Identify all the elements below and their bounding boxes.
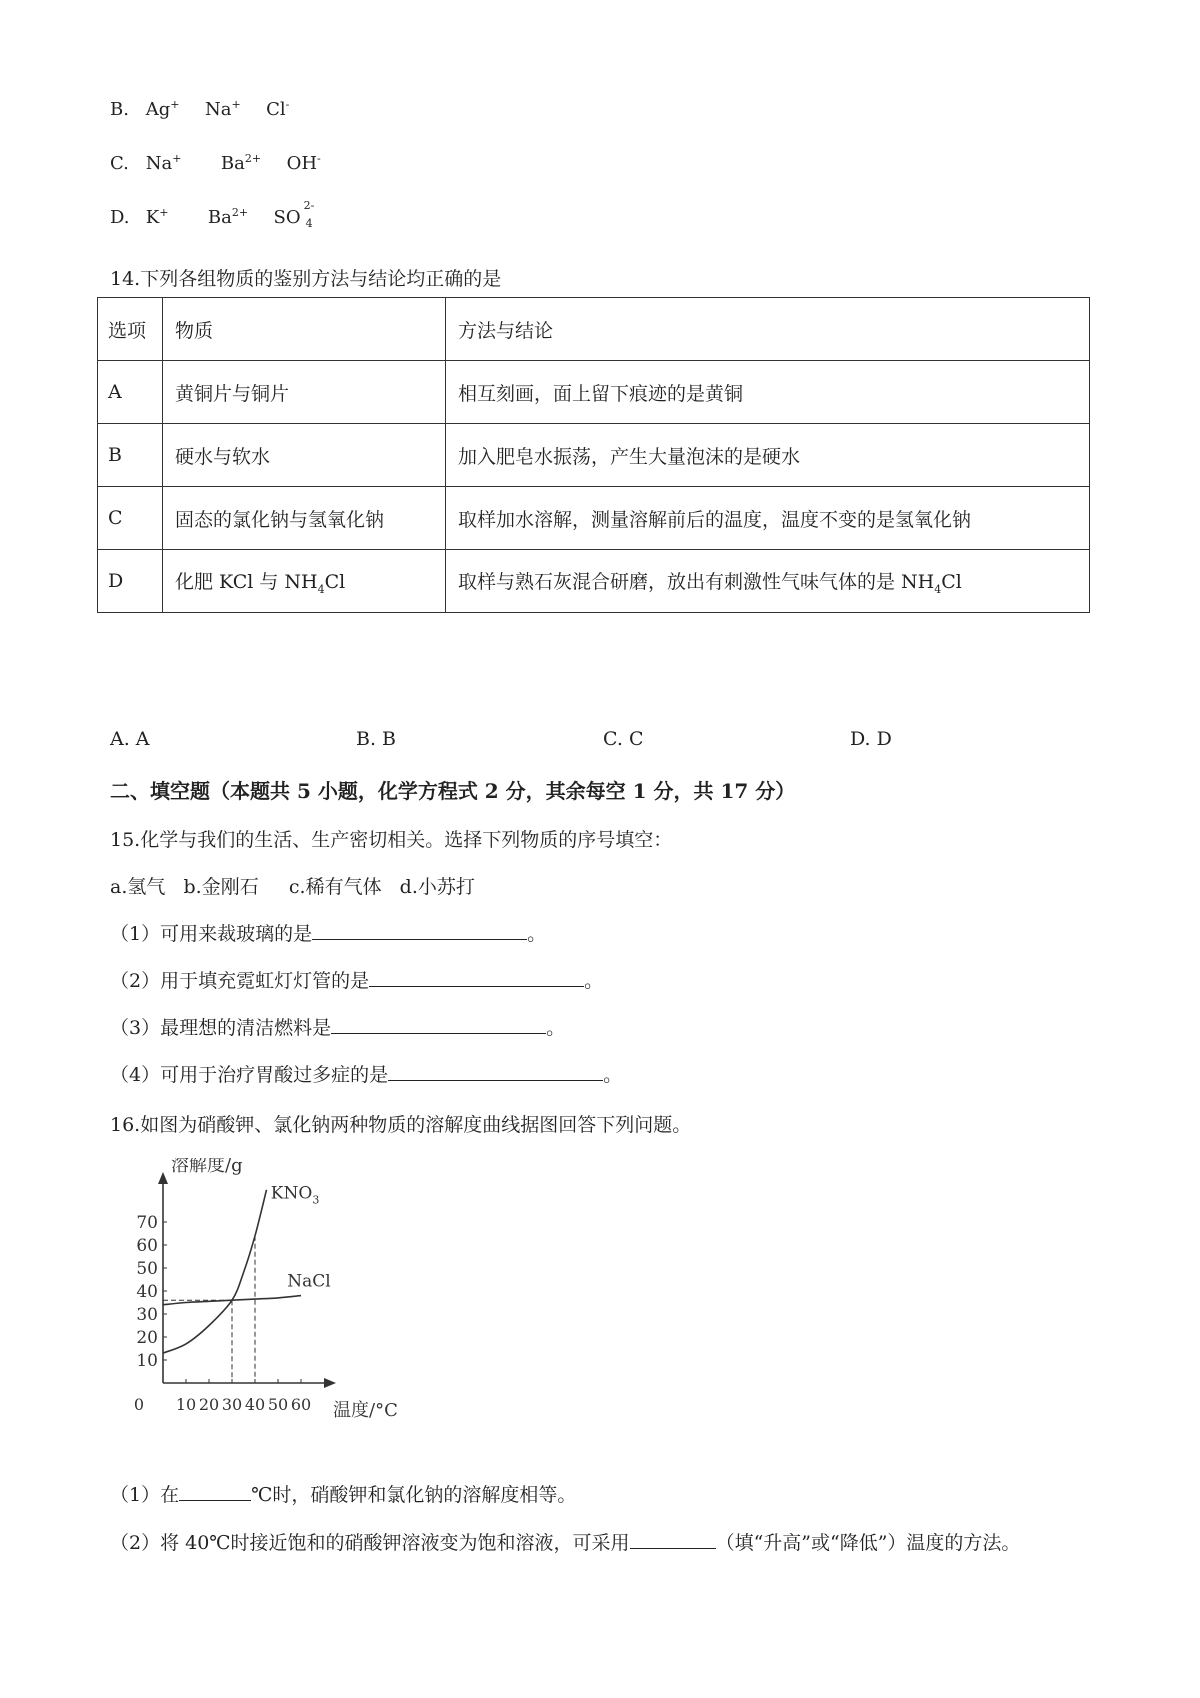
- table-row: [98, 487, 1090, 550]
- answer-blank[interactable]: [179, 1482, 251, 1501]
- section-heading: 二、填空题（本题共 5 小题，化学方程式 2 分，其余每空 1 分，共 17 分）: [110, 779, 796, 803]
- material-cell: 黄铜片与铜片: [163, 361, 446, 424]
- method-cell: 取样与熟石灰混合研磨，放出有刺激性气味气体的是 $NH_4Cl$: [446, 550, 1090, 613]
- method-cell: 取样加水溶解，测量溶解前后的温度，温度不变的是氢氧化钠: [446, 487, 1090, 550]
- q16-item-2: （2）将 40℃时接近饱和的硝酸钾溶液变为饱和溶液，可采用 （填“升高”或“降低”）温度的方法。: [110, 1532, 1021, 1554]
- q16-stem: 16.如图为硝酸钾、氯化钠两种物质的溶解度曲线据图回答下列问题。: [110, 1114, 692, 1136]
- choice-b[interactable]: B. B: [356, 728, 397, 750]
- q15-item-1: （1）可用来裁玻璃的是 。: [110, 923, 547, 945]
- ion: $Ba^{2+}$: [220, 152, 262, 174]
- table-header-row: [98, 298, 1090, 361]
- ion: K+: [145, 206, 169, 228]
- origin-label: 0: [133, 1395, 145, 1414]
- material-cell: 化肥 KCl 与 $NH_4Cl$: [163, 550, 446, 613]
- y-tick-label: 70: [136, 1213, 158, 1233]
- table-row: [98, 550, 1090, 613]
- material-cell: 硬水与软水: [163, 424, 446, 487]
- q14-stem: 14.下列各组物质的鉴别方法与结论均正确的是: [110, 268, 502, 290]
- ion: Cl-: [266, 98, 290, 120]
- x-tick-label: 30: [221, 1395, 243, 1414]
- x-tick-label: 60: [290, 1395, 312, 1414]
- solubility-chart-svg: [118, 1158, 418, 1438]
- q15-item-3: （3）最理想的清洁燃料是 。: [110, 1017, 566, 1039]
- y-tick-label: 50: [136, 1259, 158, 1279]
- answer-blank[interactable]: [388, 1062, 603, 1081]
- answer-blank[interactable]: [312, 921, 527, 940]
- table-row: [98, 361, 1090, 424]
- header-cell: 物质: [163, 298, 446, 361]
- ion: Na+: [145, 152, 182, 174]
- option-d: [110, 199, 317, 230]
- y-tick-label: 30: [136, 1305, 158, 1325]
- q16-item-1: （1）在 ℃时，硝酸钾和氯化钠的溶解度相等。: [110, 1484, 577, 1506]
- answer-blank[interactable]: [331, 1015, 546, 1034]
- option-b: [110, 98, 289, 120]
- ion: OH-: [286, 152, 321, 174]
- answer-blank[interactable]: [630, 1530, 716, 1549]
- option-label: D.: [110, 207, 130, 228]
- choice-d[interactable]: D. D: [850, 728, 892, 750]
- nacl-label: NaCl: [287, 1271, 331, 1292]
- y-tick-label: 10: [136, 1351, 158, 1371]
- option-cell: C: [98, 487, 163, 550]
- x-tick-label: 50: [267, 1395, 289, 1414]
- q14-table: [97, 297, 1090, 613]
- x-tick-label: 20: [198, 1395, 220, 1414]
- kno3-label: $KNO_3$: [270, 1183, 320, 1207]
- ion: Na+: [204, 98, 241, 120]
- ion: $Ba^{2+}$: [207, 206, 249, 228]
- table-row: [98, 424, 1090, 487]
- method-cell: 加入肥皂水振荡，产生大量泡沫的是硬水: [446, 424, 1090, 487]
- option-cell: B: [98, 424, 163, 487]
- option-label: B.: [110, 99, 129, 120]
- ion: SO 2- 4: [273, 199, 315, 230]
- q15-stem: 15.化学与我们的生活、生产密切相关。选择下列物质的序号填空：: [110, 829, 673, 851]
- q15-item-2: （2）用于填充霓虹灯灯管的是 。: [110, 970, 604, 992]
- ion: Ag+: [145, 98, 180, 120]
- choice-c[interactable]: C. C: [603, 728, 644, 750]
- x-tick-label: 10: [175, 1395, 197, 1414]
- choice-a[interactable]: A. A: [110, 728, 150, 750]
- y-tick-label: 20: [136, 1328, 158, 1348]
- q15-materials: a.氢气 b.金刚石 c.稀有气体 d.小苏打: [110, 876, 475, 898]
- y-axis-arrow: [158, 1172, 168, 1184]
- option-c: [110, 152, 321, 174]
- x-axis-label: 温度/°C: [333, 1400, 398, 1421]
- y-tick-label: 60: [136, 1236, 158, 1256]
- option-label: C.: [110, 153, 129, 174]
- header-cell: 选项: [98, 298, 163, 361]
- option-cell: D: [98, 550, 163, 613]
- method-cell: 相互刻画，面上留下痕迹的是黄铜: [446, 361, 1090, 424]
- answer-blank[interactable]: [369, 968, 584, 987]
- header-cell: 方法与结论: [446, 298, 1090, 361]
- kno3-curve: [163, 1190, 267, 1353]
- y-axis-label: 溶解度/g: [171, 1158, 243, 1176]
- material-cell: 固态的氯化钠与氢氧化钠: [163, 487, 446, 550]
- q15-item-4: （4）可用于治疗胃酸过多症的是 。: [110, 1064, 623, 1086]
- option-cell: A: [98, 361, 163, 424]
- solubility-chart: [118, 1158, 418, 1438]
- x-tick-label: 40: [244, 1395, 266, 1414]
- x-axis-arrow: [324, 1378, 336, 1388]
- kno3-label-sub: 3: [312, 1193, 320, 1207]
- y-tick-label: 40: [136, 1282, 158, 1302]
